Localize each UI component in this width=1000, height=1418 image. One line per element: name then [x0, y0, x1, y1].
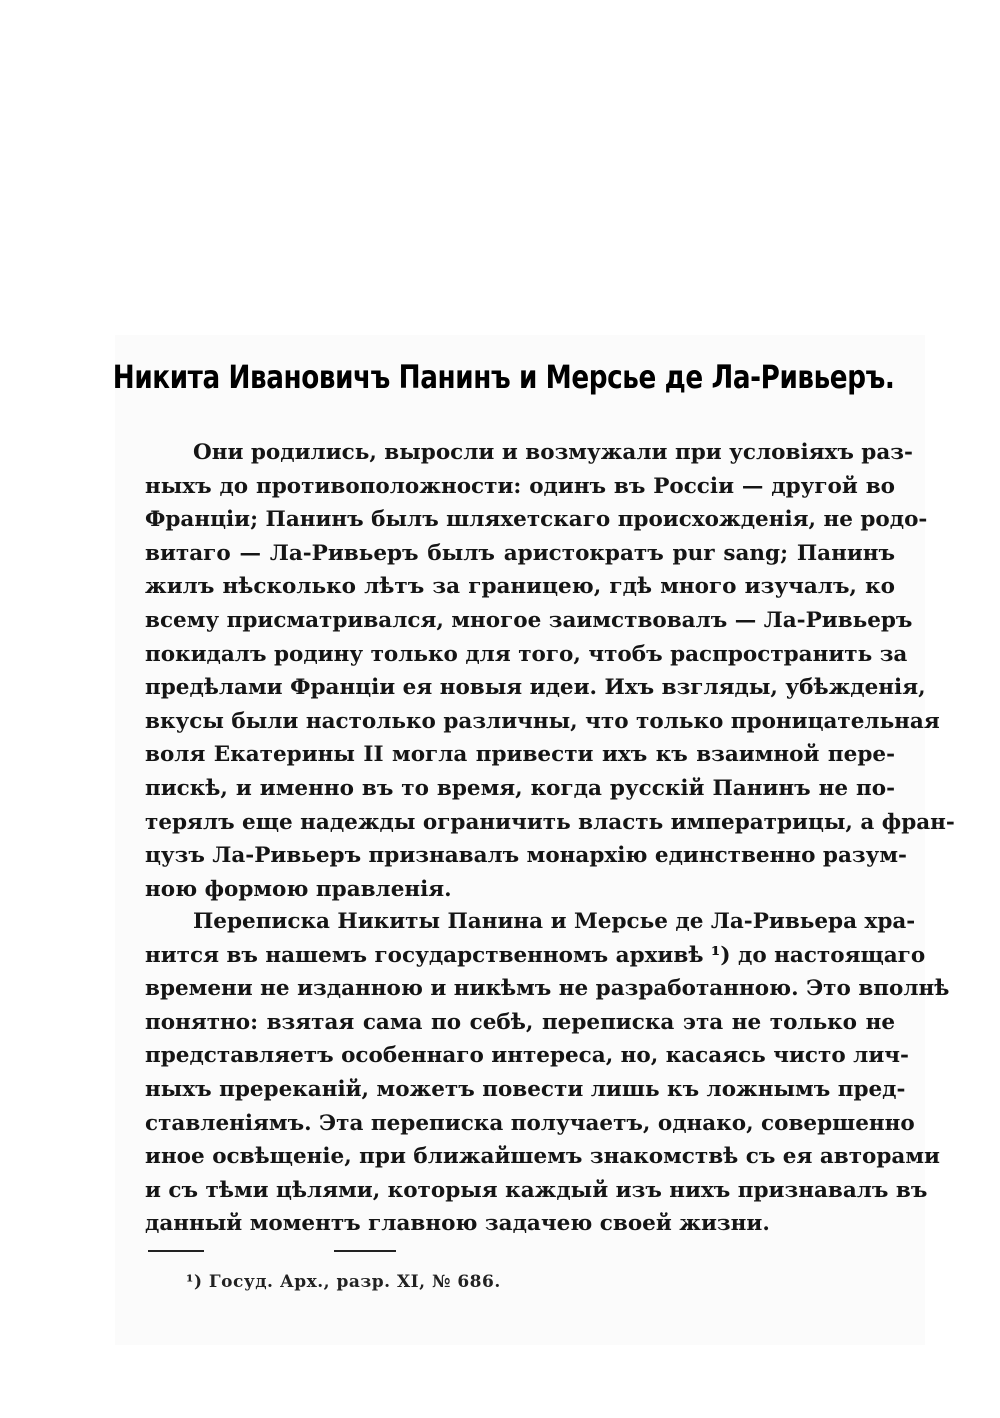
footnote: ¹) Госуд. Арх., разр. XI, № 686. — [186, 1272, 501, 1292]
text-line: ною формою правленія. — [145, 876, 452, 902]
separator-rule-left — [148, 1250, 204, 1252]
page-title: Никита Ивановичъ Панинъ и Мерсье де Ла-Ривьеръ. — [112, 358, 895, 396]
text-line: понятно: взятая сама по себѣ, переписка эта не только не — [145, 1009, 895, 1035]
text-line: всему присматривался, многое заимствовалъ — Ла-Ривьеръ — [145, 607, 913, 633]
text-line: нится въ нашемъ государственномъ архивѣ ¹) до настоящаго — [145, 942, 926, 968]
text-line: вкусы были настолько различны, что только проницательная — [145, 708, 940, 734]
text-line: воля Екатерины II могла привести ихъ къ взаимной пере- — [145, 742, 895, 768]
text-line: данный моментъ главною задачею своей жизни. — [145, 1211, 770, 1237]
text-line: и съ тѣми цѣлями, которыя каждый изъ нихъ признавалъ въ — [145, 1177, 928, 1203]
text-line: предѣлами Франціи ея новыя идеи. Ихъ взгляды, убѣжденія, — [145, 675, 926, 701]
paragraph-2 — [145, 905, 950, 1241]
text-line: пискѣ, и именно въ то время, когда русскій Панинъ не по- — [145, 775, 895, 801]
text-line: Переписка Никиты Панина и Мерсье де Ла-Ривьера хра- — [193, 909, 916, 934]
separator-rule-right — [334, 1250, 396, 1252]
footnote-separator — [148, 1250, 408, 1252]
paragraph-1 — [145, 436, 955, 906]
text-line: ныхъ до противоположности: одинъ въ Россіи — другой во — [145, 473, 895, 499]
text-line: ныхъ пререканій, можетъ повести лишь къ ложнымъ пред- — [145, 1076, 906, 1102]
text-line: цузъ Ла-Ривьеръ признавалъ монархію единственно разум- — [145, 843, 907, 869]
text-line: Франціи; Панинъ былъ шляхетскаго происхожденія, не родо- — [145, 507, 928, 533]
text-line: жилъ нѣсколько лѣтъ за границею, гдѣ много изучалъ, ко — [145, 574, 895, 600]
text-line: ставленіямъ. Эта переписка получаетъ, однако, совершенно — [145, 1110, 915, 1136]
text-line: Они родились, выросли и возмужали при условіяхъ раз- — [193, 440, 913, 465]
text-line: иное освѣщеніе, при ближайшемъ знакомствѣ съ ея авторами — [145, 1144, 940, 1170]
text-line: покидалъ родину только для того, чтобъ распространить за — [145, 641, 908, 667]
text-line: представляетъ особеннаго интереса, но, касаясь чисто лич- — [145, 1043, 909, 1069]
text-line: витаго — Ла-Ривьеръ былъ аристократъ pur sang; Панинъ — [145, 540, 895, 566]
text-line: терялъ еще надежды ограничить власть императрицы, а фран- — [145, 809, 955, 835]
text-line: времени не изданною и никѣмъ не разработанною. Это вполнѣ — [145, 976, 950, 1002]
